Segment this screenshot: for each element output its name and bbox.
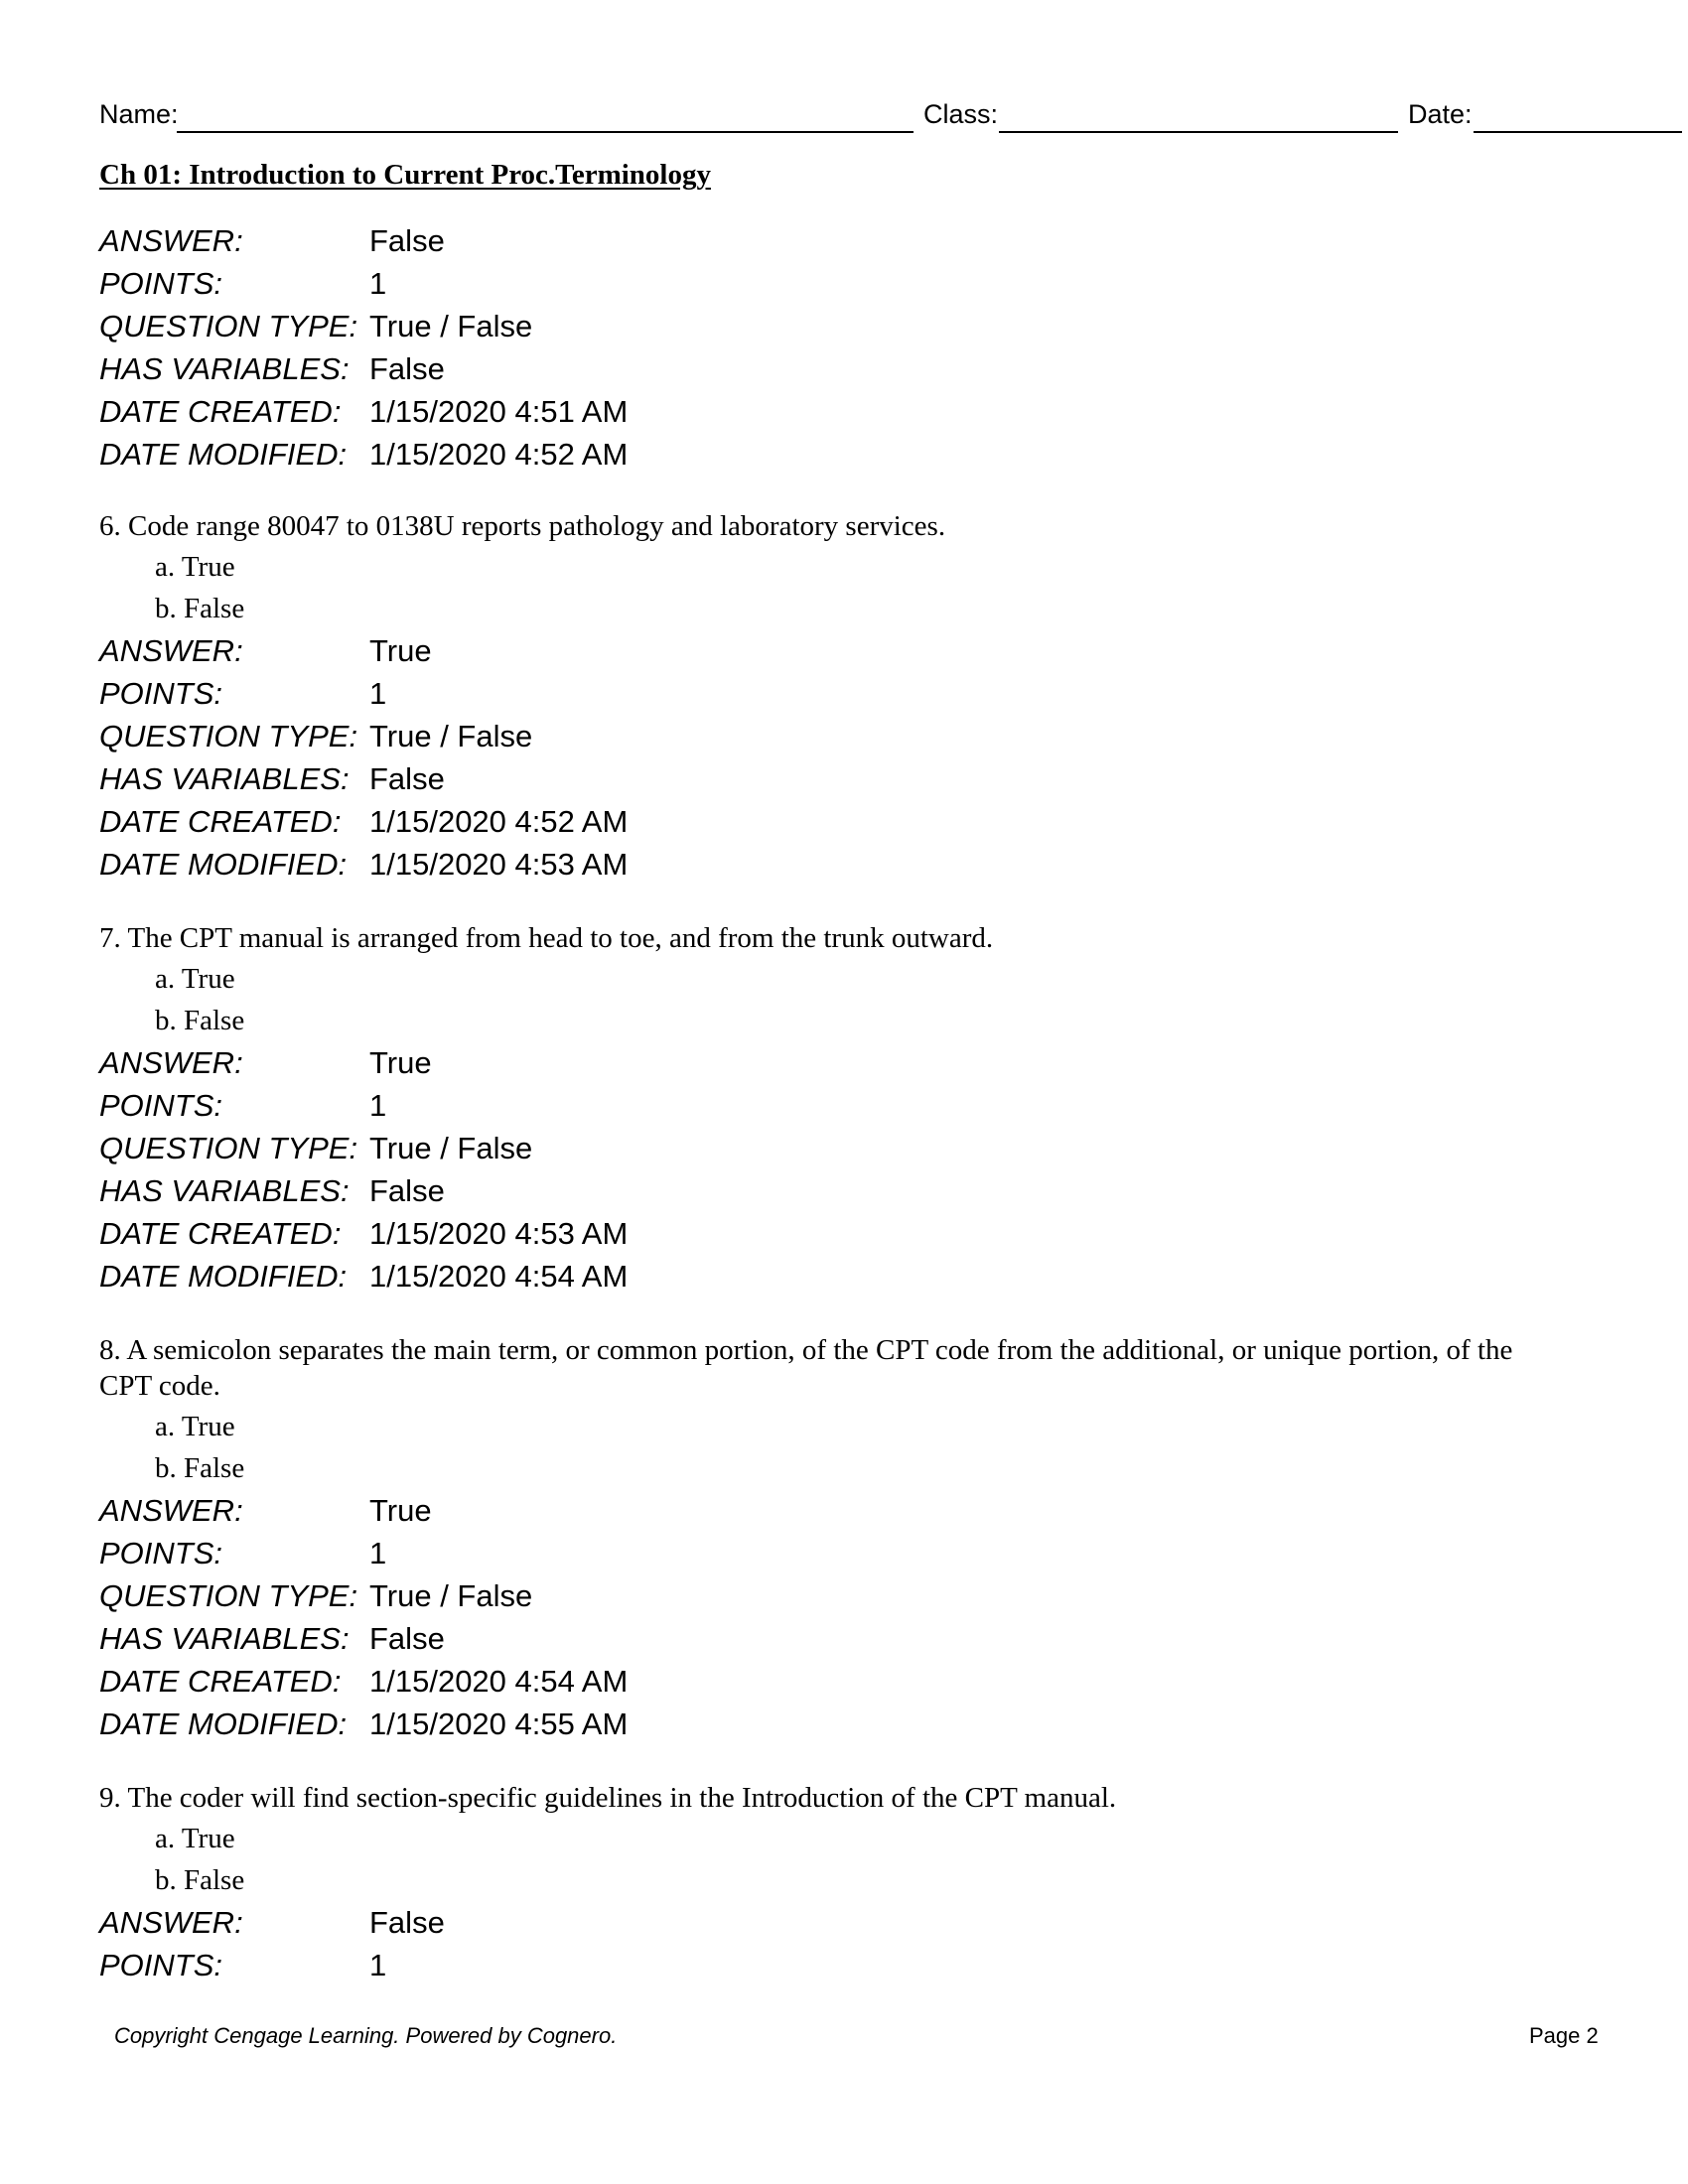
answer-value: True (369, 1045, 432, 1080)
answer-label: ANSWER: (99, 1045, 243, 1080)
date-modified-value: 1/15/2020 4:53 AM (369, 847, 629, 882)
question-7 (99, 920, 1589, 1297)
answer-value: False (369, 223, 445, 258)
points-value: 1 (369, 1948, 387, 1982)
points-label: POINTS: (99, 266, 223, 301)
date-label: Date: (1408, 99, 1473, 129)
continued-question-meta (99, 219, 1589, 476)
date-created-value: 1/15/2020 4:54 AM (369, 1664, 629, 1699)
date-created-row (99, 1660, 1589, 1703)
has-variables-label: HAS VARIABLES: (99, 1621, 350, 1656)
points-value: 1 (369, 1536, 387, 1570)
option-true: a. True (155, 1411, 235, 1442)
points-label: POINTS: (99, 676, 223, 711)
points-label: POINTS: (99, 1536, 223, 1570)
question-type-value: True / False (369, 309, 533, 343)
has-variables-label: HAS VARIABLES: (99, 351, 350, 386)
option-false: b. False (155, 593, 245, 624)
date-modified-value: 1/15/2020 4:52 AM (369, 437, 629, 472)
date-created-value: 1/15/2020 4:53 AM (369, 1216, 629, 1251)
answer-value: False (369, 1905, 445, 1940)
name-label: Name: (99, 99, 179, 129)
date-modified-label: DATE MODIFIED: (99, 1259, 348, 1294)
has-variables-row (99, 347, 1589, 390)
has-variables-value: False (369, 351, 445, 386)
date-modified-row (99, 1703, 1589, 1745)
has-variables-row (99, 757, 1589, 800)
date-created-label: DATE CREATED: (99, 394, 342, 429)
points-value: 1 (369, 676, 387, 711)
date-created-label: DATE CREATED: (99, 804, 342, 839)
date-created-row (99, 390, 1589, 433)
class-label: Class: (923, 99, 999, 129)
chapter-title: Ch 01: Introduction to Current Proc.Terminology (99, 159, 711, 191)
date-created-value: 1/15/2020 4:51 AM (369, 394, 629, 429)
answer-label: ANSWER: (99, 223, 243, 258)
footer-copyright: Copyright Cengage Learning. Powered by Cognero. (114, 2023, 618, 2048)
date-created-value: 1/15/2020 4:52 AM (369, 804, 629, 839)
has-variables-value: False (369, 1173, 445, 1208)
class-line (999, 131, 1398, 133)
date-created-label: DATE CREATED: (99, 1664, 342, 1699)
question-type-label: QUESTION TYPE: (99, 1131, 358, 1165)
date-modified-row (99, 1255, 1589, 1297)
question-type-row (99, 715, 1589, 757)
option-true: a. True (155, 551, 235, 583)
has-variables-label: HAS VARIABLES: (99, 761, 350, 796)
date-modified-label: DATE MODIFIED: (99, 1706, 348, 1741)
points-row (99, 1084, 1589, 1127)
points-label: POINTS: (99, 1088, 223, 1123)
date-modified-label: DATE MODIFIED: (99, 847, 348, 882)
option-false: b. False (155, 1452, 245, 1484)
date-line (1474, 131, 1682, 133)
points-row (99, 1532, 1589, 1574)
question-type-value: True / False (369, 1131, 533, 1165)
question-type-row (99, 1127, 1589, 1169)
option-true: a. True (155, 1823, 235, 1854)
option-true: a. True (155, 963, 235, 995)
points-row (99, 262, 1589, 305)
points-row (99, 1944, 1589, 1986)
has-variables-value: False (369, 761, 445, 796)
points-value: 1 (369, 266, 387, 301)
date-modified-row (99, 843, 1589, 886)
option-false: b. False (155, 1005, 245, 1036)
date-modified-row (99, 433, 1589, 476)
question-type-value: True / False (369, 719, 533, 753)
question-text: 9. The coder will find section-specific guidelines in the Introduction of the CPT manual. (99, 1782, 1117, 1814)
name-line (177, 131, 914, 133)
answer-row (99, 1041, 1589, 1084)
question-text: 6. Code range 80047 to 0138U reports pathology and laboratory services. (99, 510, 946, 542)
date-modified-value: 1/15/2020 4:54 AM (369, 1259, 629, 1294)
answer-row (99, 629, 1589, 672)
question-type-label: QUESTION TYPE: (99, 719, 358, 753)
question-type-label: QUESTION TYPE: (99, 309, 358, 343)
option-false: b. False (155, 1864, 245, 1896)
answer-value: True (369, 633, 432, 668)
date-created-label: DATE CREATED: (99, 1216, 342, 1251)
date-modified-value: 1/15/2020 4:55 AM (369, 1706, 629, 1741)
question-6 (99, 508, 1589, 886)
points-value: 1 (369, 1088, 387, 1123)
has-variables-row (99, 1169, 1589, 1212)
has-variables-label: HAS VARIABLES: (99, 1173, 350, 1208)
question-9 (99, 1780, 1589, 1986)
points-label: POINTS: (99, 1948, 223, 1982)
question-text: 8. A semicolon separates the main term, or common portion, of the CPT code from the additional, or unique portion, of the CPT code. (99, 1334, 1513, 1402)
question-text: 7. The CPT manual is arranged from head to toe, and from the trunk outward. (99, 922, 994, 954)
answer-row (99, 1901, 1589, 1944)
date-created-row (99, 1212, 1589, 1255)
question-type-label: QUESTION TYPE: (99, 1578, 358, 1613)
has-variables-row (99, 1617, 1589, 1660)
answer-label: ANSWER: (99, 633, 243, 668)
question-type-row (99, 1574, 1589, 1617)
answer-row (99, 219, 1589, 262)
page-number: Page 2 (1529, 2023, 1599, 2048)
date-modified-label: DATE MODIFIED: (99, 437, 348, 472)
has-variables-value: False (369, 1621, 445, 1656)
answer-value: True (369, 1493, 432, 1528)
question-8 (99, 1332, 1589, 1745)
question-type-row (99, 305, 1589, 347)
points-row (99, 672, 1589, 715)
header-fields (99, 99, 1583, 135)
answer-label: ANSWER: (99, 1493, 243, 1528)
date-created-row (99, 800, 1589, 843)
question-type-value: True / False (369, 1578, 533, 1613)
answer-label: ANSWER: (99, 1905, 243, 1940)
answer-row (99, 1489, 1589, 1532)
